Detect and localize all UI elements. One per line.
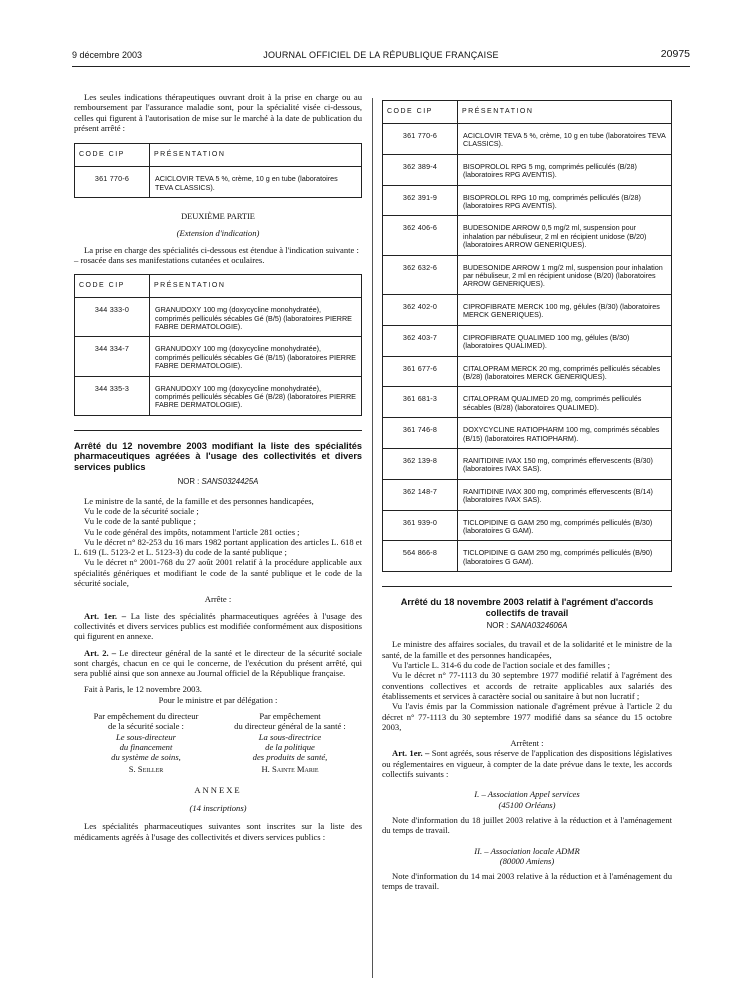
table-row (75, 167, 362, 198)
section-title: II. – Association locale ADMR (474, 845, 580, 856)
cip-code: 361 770-6 (75, 167, 150, 198)
cip-code: 361 681-3 (383, 387, 458, 418)
nor-label: NOR : (177, 477, 200, 487)
table-3-body (383, 124, 672, 572)
presentation-cell: TICLOPIDINE G GAM 250 mg, comprimés pelliculés (B/30) (laboratoires G GAM). (458, 510, 672, 541)
nor-code: SANS0324425A (201, 477, 259, 487)
accord-sections (382, 789, 672, 891)
table-row (383, 124, 672, 155)
table-row (383, 387, 672, 418)
vu-list-2 (382, 660, 672, 732)
table-2-body (75, 298, 362, 416)
table-row (383, 448, 672, 479)
table-1-body (75, 167, 362, 198)
annexe-text: Les spécialités pharmaceutiques suivantes sont inscrites sur la liste des médicaments agréés à l'usage des collectivités et divers services publics : (74, 821, 362, 842)
article-2 (74, 648, 362, 679)
presentation-cell: GRANUDOXY 100 mg (doxycycline monohydratée), comprimés pelliculés sécables Gé (B/15) (laboratoires PIERRE FABRE DERMATOLOGIE). (150, 337, 362, 376)
presentation-cell: GRANUDOXY 100 mg (doxycycline monohydratée), comprimés pelliculés sécables Gé (B/5) (laboratoires PIERRE FABRE DERMATOLOGIE). (150, 298, 362, 337)
extension-item: – rosacée dans ses manifestations cutanées et oculaires. (74, 254, 265, 265)
cip-code: 344 335-3 (75, 376, 150, 415)
page-header (72, 48, 690, 64)
vu-item: Vu le décret n° 82-253 du 16 mars 1982 portant application des articles L. 618 et L. 619 (L. 5123-2 et L. 5123-3) du code de la santé publique ; (74, 536, 362, 558)
header-code-cip: CODE CIP (383, 101, 458, 124)
minister-line: Le ministre de la santé, de la famille et des personnes handicapées, (84, 495, 314, 506)
cip-code: 362 406-6 (383, 216, 458, 255)
table-row (383, 356, 672, 387)
signature-line: de la politique (265, 741, 315, 752)
vu-item: Vu le code de la santé publique ; (84, 516, 196, 527)
signature-left (74, 711, 218, 775)
cip-code: 362 139-8 (383, 448, 458, 479)
inscriptions-count: (14 inscriptions) (189, 803, 247, 814)
table-row (383, 216, 672, 255)
cip-code: 362 391-9 (383, 185, 458, 216)
nor-code: SANA0324606A (510, 621, 568, 631)
nor-line (74, 477, 362, 487)
vu-list (74, 506, 362, 588)
arrete-title: Arrêté du 12 novembre 2003 modifiant la liste des spécialités pharmaceutiques agréées à l'usage des collectivités et divers services publics (74, 440, 362, 472)
minister-line-2: Le ministre des affaires sociales, du travail et de la solidarité et le ministre de la santé, de la famille et des personnes handicapées, (382, 639, 672, 660)
signature-line: La sous-directrice (258, 731, 322, 742)
header-code-cip: CODE CIP (75, 144, 150, 167)
presentation-cell: BUDESONIDE ARROW 0,5 mg/2 ml, suspension pour inhalation par nébuliseur, 2 ml en récipient unidose (B/20) (laboratoires ARROW GENERIQUES). (458, 216, 672, 255)
presentation-cell: CIPROFIBRATE QUALIMED 100 mg, gélules (B/30) (laboratoires QUALIMED). (458, 325, 672, 356)
header-presentation: PRÉSENTATION (150, 144, 362, 167)
table-cip-3 (382, 100, 672, 572)
table-row (383, 510, 672, 541)
cip-code: 362 389-4 (383, 154, 458, 185)
article-1-text: Sont agréés, sous réserve de l'application des dispositions législatives ou réglementaires en vigueur, à compter de la date prévue dans le texte, les accords collectifs suivants : (382, 748, 672, 780)
presentation-cell: BUDESONIDE ARROW 1 mg/2 ml, suspension pour inhalation par nébuliseur, 2 ml en récipient unidose (B/20) (laboratoires ARROW GENERIQUES). (458, 255, 672, 294)
header-rule (72, 66, 690, 67)
section-title: I. – Association Appel services (474, 789, 580, 800)
table-cip-1 (74, 143, 362, 198)
cip-code: 362 148-7 (383, 479, 458, 510)
signature-line: des produits de santé, (252, 752, 328, 763)
part-title: DEUXIÈME PARTIE (181, 212, 255, 221)
vu-item: Vu l'avis émis par la Commission nationale d'agrément prévue à l'article 2 du décret n° 77-1113 du 30 septembre 1977 modifié dans sa séance du 15 octobre 2003, (382, 701, 672, 732)
table-row (75, 376, 362, 415)
signature-line: du système de soins, (111, 752, 181, 763)
column-separator (372, 98, 373, 978)
article-2-label: Art. 2. – (84, 647, 117, 658)
signature-line: du financement (119, 741, 173, 752)
extension-text: La prise en charge des spécialités ci-dessous est étendue à l'indication suivante : (84, 244, 359, 255)
table-row (383, 479, 672, 510)
cip-code: 362 403-7 (383, 325, 458, 356)
signature-line: H. Sainte Marie (261, 764, 319, 775)
table-row (383, 185, 672, 216)
table-row (383, 418, 672, 449)
article-1-text: La liste des spécialités pharmaceutiques agréées à l'usage des collectivités et divers services publics est modifiée conformément aux dispositions qui figurent en annexe. (74, 610, 362, 642)
section-location: (80000 Amiens) (499, 855, 555, 866)
presentation-cell: CITALOPRAM QUALIMED 20 mg, comprimés pelliculés sécables (B/28) (laboratoires QUALIMED). (458, 387, 672, 418)
table-row (75, 337, 362, 376)
cip-code: 564 866-8 (383, 541, 458, 572)
presentation-cell: BISOPROLOL RPG 10 mg, comprimés pelliculés (B/28) (laboratoires RPG AVENTIS). (458, 185, 672, 216)
vu-item: Vu le décret n° 77-1113 du 30 septembre 1977 modifié relatif à l'agrément des conventions collectives et accords de retraite applicables aux salariés des établissements et services à caractère social ou sanitaire à but non lucratif ; (382, 670, 672, 701)
signature-line: Par empêchement (259, 710, 321, 721)
signature-line: du directeur général de la santé : (234, 721, 346, 732)
presentation-cell: CITALOPRAM MERCK 20 mg, comprimés pelliculés sécables (B/28) (laboratoires MERCK GENERIQUES). (458, 356, 672, 387)
presentation-cell: RANITIDINE IVAX 300 mg, comprimés effervescents (B/14) (laboratoires IVAX SAS). (458, 479, 672, 510)
section-text: Note d'information du 14 mai 2003 relative à la réduction et à l'aménagement du temps de travail. (382, 871, 672, 892)
article-1 (74, 611, 362, 642)
arrete-line: Arrête : (204, 594, 232, 605)
arretent-line: Arrêtent : (510, 738, 544, 749)
section-location: (45100 Orléans) (498, 799, 556, 810)
page-number: 20975 (660, 48, 690, 60)
annexe-title: ANNEXE (194, 784, 242, 795)
vu-item: Vu le code général des impôts, notamment l'article 281 octies ; (84, 526, 300, 537)
signature-line: Le sous-directeur (115, 731, 177, 742)
signature-line: Par empêchement du directeur (93, 710, 199, 721)
table-row (383, 294, 672, 325)
nor-label: NOR : (486, 621, 509, 631)
header-presentation: PRÉSENTATION (150, 275, 362, 298)
presentation-cell: CIPROFIBRATE MERCK 100 mg, gélules (B/30) (laboratoires MERCK GENERIQUES). (458, 294, 672, 325)
cip-code: 362 632-6 (383, 255, 458, 294)
left-column (74, 92, 362, 842)
article-1-label: Art. 1er. – (84, 610, 127, 621)
signature-right (218, 711, 362, 775)
cip-code: 344 333-0 (75, 298, 150, 337)
cip-code: 361 677-6 (383, 356, 458, 387)
cip-code: 361 939-0 (383, 510, 458, 541)
presentation-cell: ACICLOVIR TEVA 5 %, crème, 10 g en tube (laboratoires TEVA CLASSICS). (150, 167, 362, 198)
part-subtitle: (Extension d'indication) (176, 228, 260, 239)
table-row (383, 154, 672, 185)
table-row (383, 255, 672, 294)
vu-item: Vu le décret n° 2001-768 du 27 août 2001 relatif à la procédure applicable aux spécialités génériques et modifiant le code de la santé publique et le code de la sécurité sociale, (74, 557, 362, 589)
section-text: Note d'information du 18 juillet 2003 relative à la réduction et à l'aménagement du temps de travail. (382, 814, 672, 836)
cip-code: 362 402-0 (383, 294, 458, 325)
cip-code: 361 746-8 (383, 418, 458, 449)
section-rule (382, 586, 672, 587)
presentation-cell: RANITIDINE IVAX 150 mg, comprimés effervescents (B/30) (laboratoires IVAX SAS). (458, 448, 672, 479)
signatures (74, 711, 362, 775)
table-row (383, 541, 672, 572)
header-code-cip: CODE CIP (75, 275, 150, 298)
right-column (382, 100, 672, 892)
presentation-cell: BISOPROLOL RPG 5 mg, comprimés pelliculés (B/28) (laboratoires RPG AVENTIS). (458, 154, 672, 185)
header-presentation: PRÉSENTATION (458, 101, 672, 124)
intro-paragraph: Les seules indications thérapeutiques ouvrant droit à la prise en charge ou au remboursement par l'assurance maladie sont, pour la spécialité visée ci-dessous, celles qui figurent à l'autorisation de mise sur le marché à la date de publication du présent arrêté : (74, 92, 362, 133)
journal-title: JOURNAL OFFICIEL DE LA RÉPUBLIQUE FRANÇAISE (263, 50, 499, 60)
arrete-2-title: Arrêté du 18 novembre 2003 relatif à l'agrément d'accords collectifs de travail (400, 597, 654, 618)
presentation-cell: TICLOPIDINE G GAM 250 mg, comprimés pelliculés (B/90) (laboratoires G GAM). (458, 541, 672, 572)
fait-line: Fait à Paris, le 12 novembre 2003. (84, 684, 202, 695)
table-row (383, 325, 672, 356)
signature-line: de la sécurité sociale : (108, 721, 184, 732)
presentation-cell: GRANUDOXY 100 mg (doxycycline monohydratée), comprimés pelliculés sécables Gé (B/28) (laboratoires PIERRE FABRE DERMATOLOGIE). (150, 376, 362, 415)
article-2-text: Le directeur général de la santé et le directeur de la sécurité sociale sont chargés, chacun en ce qui le concerne, de l'exécution du présent arrêté, qui sera publié ainsi que son annexe au Journal officiel de la République française. (74, 647, 362, 679)
presentation-cell: DOXYCYCLINE RATIOPHARM 100 mg, comprimés sécables (B/15) (laboratoires RATIOPHARM). (458, 418, 672, 449)
signature-line: S. Seiller (128, 764, 164, 775)
cip-code: 344 334-7 (75, 337, 150, 376)
nor-line-2 (382, 621, 672, 631)
section-rule (74, 430, 362, 431)
article-1-label: Art. 1er. – (392, 748, 430, 759)
header-date: 9 décembre 2003 (72, 50, 143, 60)
table-cip-2 (74, 274, 362, 416)
pour-line: Pour le ministre et par délégation : (158, 694, 278, 705)
cip-code: 361 770-6 (383, 124, 458, 155)
table-row (75, 298, 362, 337)
vu-item: Vu le code de la sécurité sociale ; (84, 505, 199, 516)
presentation-cell: ACICLOVIR TEVA 5 %, crème, 10 g en tube (laboratoires TEVA CLASSICS). (458, 124, 672, 155)
vu-item: Vu l'article L. 314-6 du code de l'action sociale et des familles ; (392, 660, 611, 671)
article-1-right (382, 748, 672, 779)
